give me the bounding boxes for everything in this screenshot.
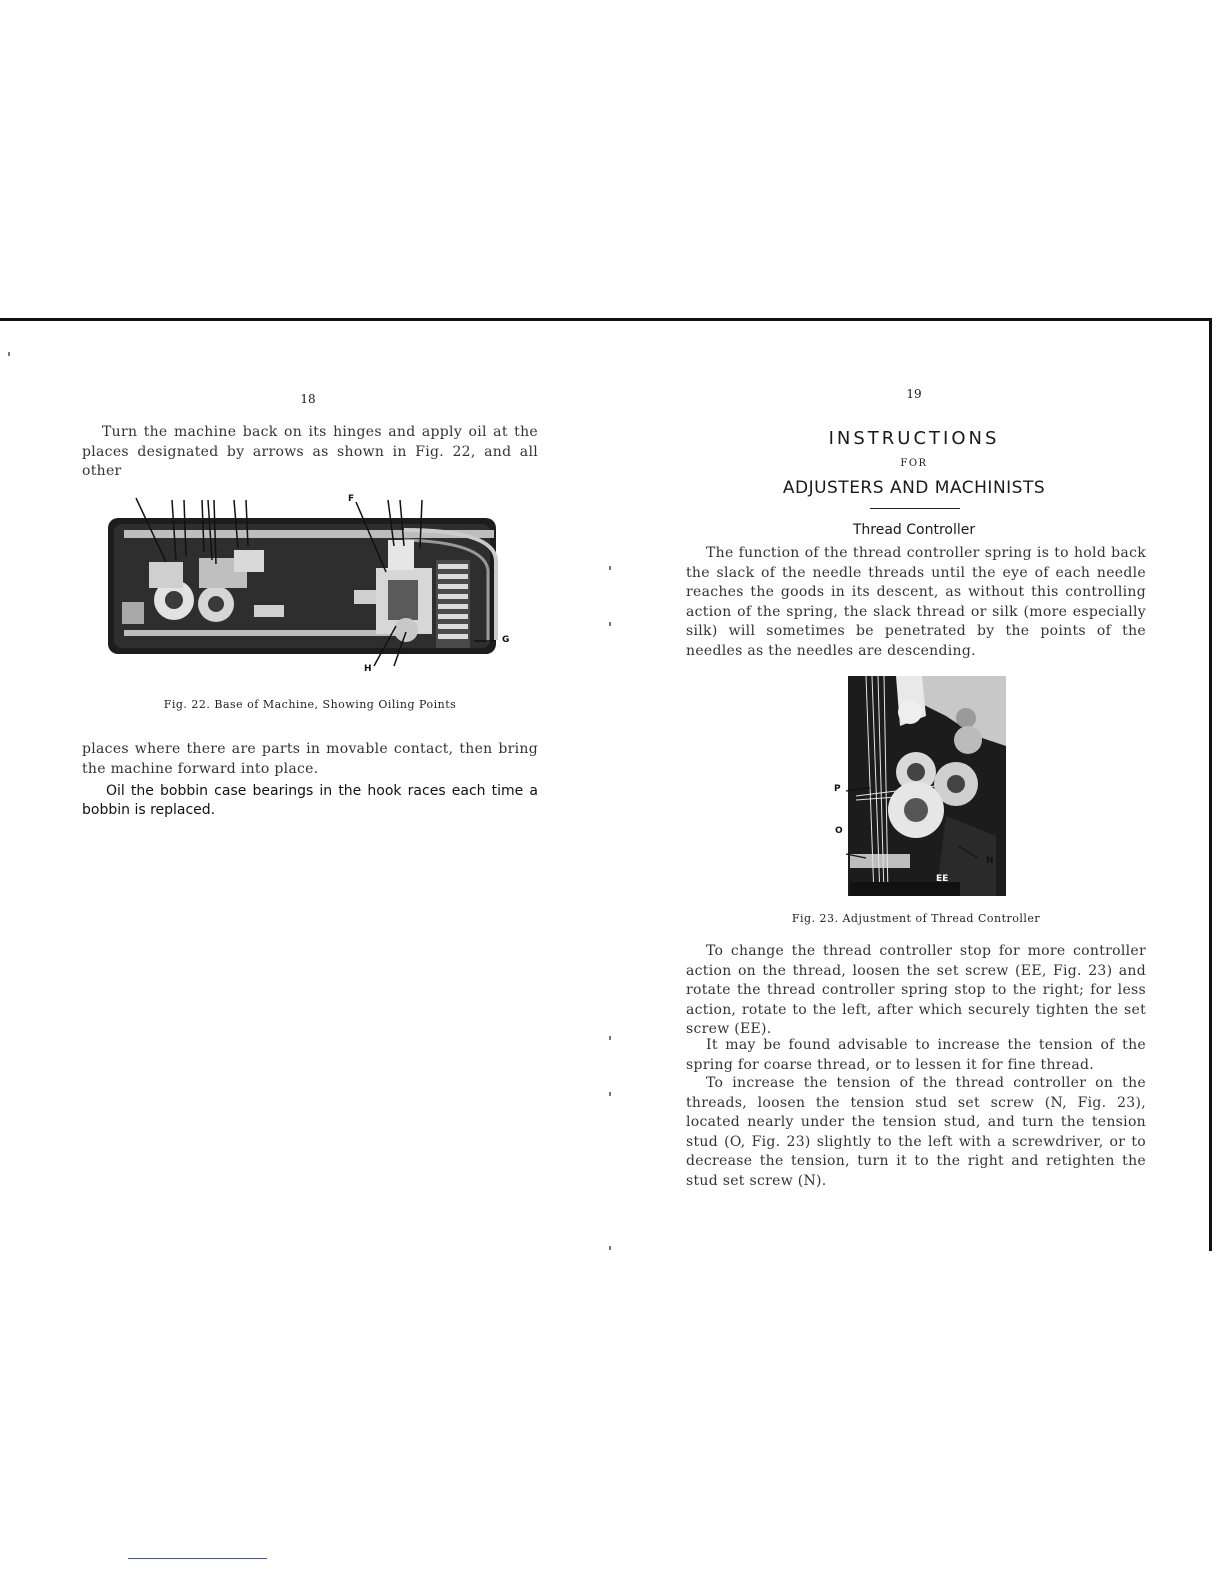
- figure-22-machine-base: [104, 490, 518, 680]
- bobbin-oil-note: Oil the bobbin case bearings in the hook races each time a bobbin is replaced.: [82, 783, 538, 818]
- heading-instructions: INSTRUCTIONS: [828, 428, 1000, 449]
- right-paragraph-3: It may be found advisable to increase the tension of the spring for coarse thread, or to lessen it for fine thread.: [686, 1037, 1146, 1073]
- heading-adjusters-machinists: ADJUSTERS AND MACHINISTS: [782, 478, 1046, 498]
- figure-label-ee: EE: [936, 874, 949, 884]
- figure-label-o: O: [835, 826, 843, 836]
- section-title-thread-controller: Thread Controller: [852, 522, 976, 538]
- scan-speck: [609, 622, 611, 626]
- scan-speck: [8, 352, 10, 356]
- figure-label-g: G: [502, 635, 510, 645]
- right-paragraph-2: To change the thread controller stop for more controller action on the thread, loosen the set screw (EE, Fig. 23) and rotate the thread controller spring stop to the right; for less action, rotate to the left, after which securely tighten the set screw (EE).: [686, 943, 1146, 1037]
- scan-speck: [609, 566, 611, 570]
- figure-23-caption: Fig. 23. Adjustment of Thread Controller: [791, 912, 1041, 925]
- left-paragraph-1: Turn the machine back on its hinges and apply oil at the places designated by arrows as shown in Fig. 22, and all other: [82, 424, 538, 479]
- right-page-number: 19: [906, 387, 922, 401]
- thread-controller-illustration: [826, 676, 1008, 898]
- figure-label-n: N: [986, 856, 994, 866]
- bottom-link-underline: [128, 1558, 267, 1559]
- figure-23-thread-controller: [826, 676, 1008, 898]
- page-top-border: [0, 318, 1212, 321]
- machine-base-illustration: [104, 490, 518, 680]
- figure-label-p: P: [834, 784, 841, 794]
- figure-label-f: F: [348, 494, 355, 504]
- heading-divider: [870, 508, 960, 509]
- right-paragraph-4: To increase the tension of the thread controller on the threads, loosen the tension stud set screw (N, Fig. 23), located nearly under the tension stud, and turn the tension stud (O, Fig. 23) slightly to the left with a screwdriver, or to decrease the tension, turn it to the right and retighten the stud set screw (N).: [686, 1075, 1146, 1189]
- right-paragraph-1: The function of the thread controller spring is to hold back the slack of the needle threads until the eye of each needle reaches the goods in its descent, as without this controlling action of the spring, the slack thread or silk (more especially silk) will sometimes be penetrated by the points of the needles as the needles are descending.: [686, 545, 1146, 659]
- figure-22-caption: Fig. 22. Base of Machine, Showing Oiling Points: [163, 698, 457, 711]
- figure-label-h: H: [364, 664, 372, 674]
- page-right-border: [1209, 318, 1212, 1251]
- heading-for: FOR: [900, 458, 928, 469]
- left-page-number: 18: [300, 392, 316, 406]
- left-paragraph-2: places where there are parts in movable contact, then bring the machine forward into place.: [82, 741, 538, 777]
- scan-speck: [609, 1092, 611, 1096]
- scan-speck: [609, 1036, 611, 1040]
- scan-speck: [609, 1246, 611, 1250]
